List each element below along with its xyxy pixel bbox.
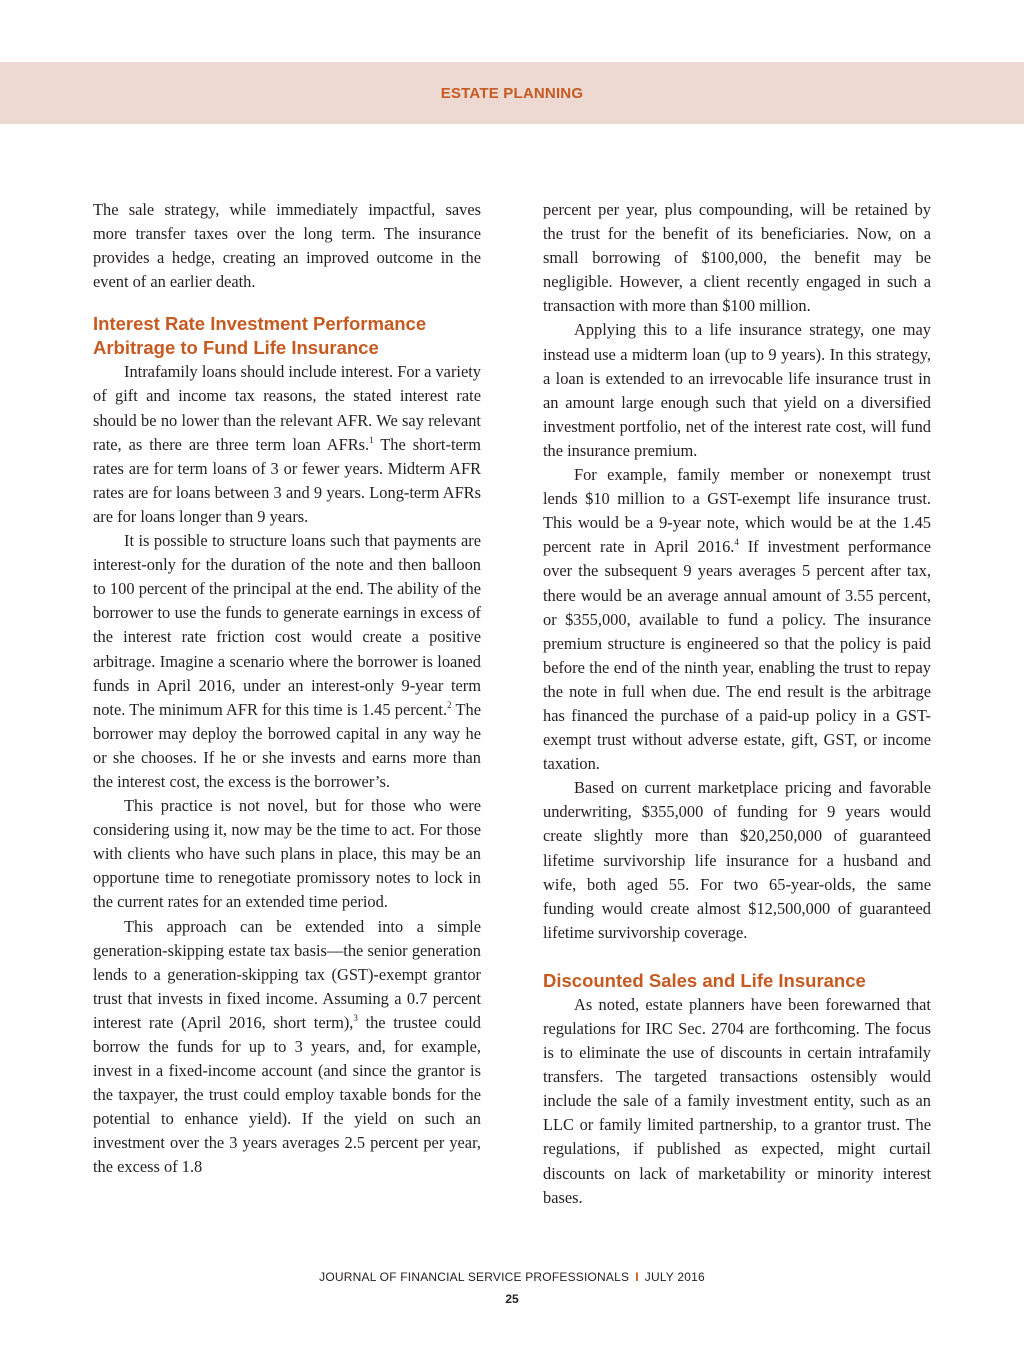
paragraph-text: The borrower may deploy the borrowed capital in any way he or she chooses. If he or she invests and earns more than the interest cost, the excess is the borrower’s. [93, 699, 481, 791]
paragraph-marketplace-pricing: Based on current marketplace pricing and favorable underwriting, $355,000 of funding for 9 years would create slightly more than $20,250,000 of guaranteed lifetime survivorship life insurance for a husband and wife, both aged 55. For two 65-year-olds, the same funding would create almost $12,500,000 of guaranteed lifetime survivorship coverage. [543, 778, 931, 942]
issue-date: JULY 2016 [644, 1270, 705, 1284]
paragraph-text: For example, family member or nonexempt trust lends $10 million to a GST-exempt life insurance trust. This would be a 9-year note, which would be at the 1.45 percent rate in April 2016. [543, 465, 931, 557]
paragraph-text: It is possible to structure loans such that payments are interest-only for the duration of the note and then balloon to 100 percent of the principal at the end. The ability of the borrower to use the funds to generate earnings in excess of the interest rate friction cost would create a positive arbitrage. Imagine a scenario where the borrower is loaned funds in April 2016, under an interest-only 9-year term note. The minimum AFR for this time is 1.45 percent. [93, 531, 481, 719]
page-number: 25 [505, 1292, 519, 1306]
continued-paragraph: percent per year, plus compounding, will be retained by the trust for the benefit of its beneficiaries. Now, on a small borrowing of $100,000, the benefit may be negligible. However, a client recently engaged in such a transaction with more than $100 million. [543, 200, 931, 316]
paragraph-text: the trustee could borrow the funds for up to 3 years, and, for example, invest in a fixed-income account (and since the grantor is the taxpayer, the trust could employ taxable bonds for the potential to enhance yield). If the yield on such an investment over the 3 years averages 2.5 percent per year, the excess of 1.8 [93, 1012, 482, 1177]
intro-paragraph: The sale strategy, while immediately impactful, saves more transfer taxes over the long term. The insurance provides a hedge, creating an improved outcome in the event of an earlier death. [93, 200, 481, 292]
paragraph-text: This approach can be extended into a simple generation-skipping estate tax basis—the senior generation lends to a generation-skipping tax (GST)-exempt grantor trust that invests in fixed income. Assuming a 0.7 percent interest rate (April 2016, short term), [93, 916, 481, 1032]
paragraph-text: The short-term rates are for term loans of 3 or fewer years. Midterm AFR rates are for loans between 3 and 9 years. Long-term AFRs are for loans longer than 9 years. [93, 434, 481, 526]
heading-interest-rate-arbitrage: Interest Rate Investment Performance Arbitrage to Fund Life Insurance [93, 313, 427, 359]
paragraph-example-gst-trust [543, 463, 931, 776]
heading-discounted-sales: Discounted Sales and Life Insurance [543, 969, 866, 991]
right-column [543, 198, 931, 1210]
paragraph-text: If investment performance over the subsequent 9 years averages 5 percent after tax, there would be an average annual amount of 3.55 percent, or $355,000, available to fund a policy. The insurance premium structure is engineered so that the policy is paid before the end of the ninth year, enabling the trust to repay the note in full when due. The end result is the arbitrage has financed the purchase of a paid-up policy in a GST-exempt trust without adverse estate, gift, GST, or income taxation. [543, 537, 931, 774]
footer-journal-line [0, 1270, 1024, 1284]
footnote-ref: 3 [353, 1012, 358, 1023]
paragraph-intrafamily-loans [93, 360, 481, 529]
paragraph-text: Intrafamily loans should include interest. For a variety of gift and income tax reasons, the stated interest rate should be no lower than the relevant AFR. We say relevant rate, as there are three term loan AFRs. [93, 362, 481, 454]
journal-name: JOURNAL OF FINANCIAL SERVICE PROFESSIONALS [319, 1270, 630, 1284]
section-title: ESTATE PLANNING [440, 84, 584, 102]
left-column [93, 198, 481, 1180]
section-header-band [0, 62, 1024, 124]
footnote-ref: 4 [734, 537, 739, 548]
paragraph-generation-skipping [93, 915, 481, 1180]
paragraph-interest-only-loans [93, 529, 481, 794]
paragraph-life-insurance-strategy: Applying this to a life insurance strategy, one may instead use a midterm loan (up to 9 years). In this strategy, a loan is extended to an irrevocable life insurance trust in an amount large enough such that yield on a diversified investment portfolio, net of the interest rate cost, will fund the insurance premium. [543, 320, 931, 460]
paragraph-irc-2704: As noted, estate planners have been forewarned that regulations for IRC Sec. 2704 are forthcoming. The focus is to eliminate the use of discounts in certain intrafamily transfers. The targeted transactions ostensibly would include the sale of a family investment entity, such as an LLC or family limited partnership, to a grantor trust. The regulations, if published as expected, might curtail discounts on lack of marketability or minority interest bases. [543, 994, 931, 1207]
footnote-ref: 2 [447, 699, 452, 710]
paragraph-practice-not-novel: This practice is not novel, but for those who were considering using it, now may be the time to act. For those with clients who have such plans in place, this may be an opportune time to renegotiate promissory notes to lock in the current rates for an extended time period. [93, 796, 481, 912]
footer-separator: I [635, 1270, 639, 1284]
footnote-ref: 1 [369, 434, 374, 445]
